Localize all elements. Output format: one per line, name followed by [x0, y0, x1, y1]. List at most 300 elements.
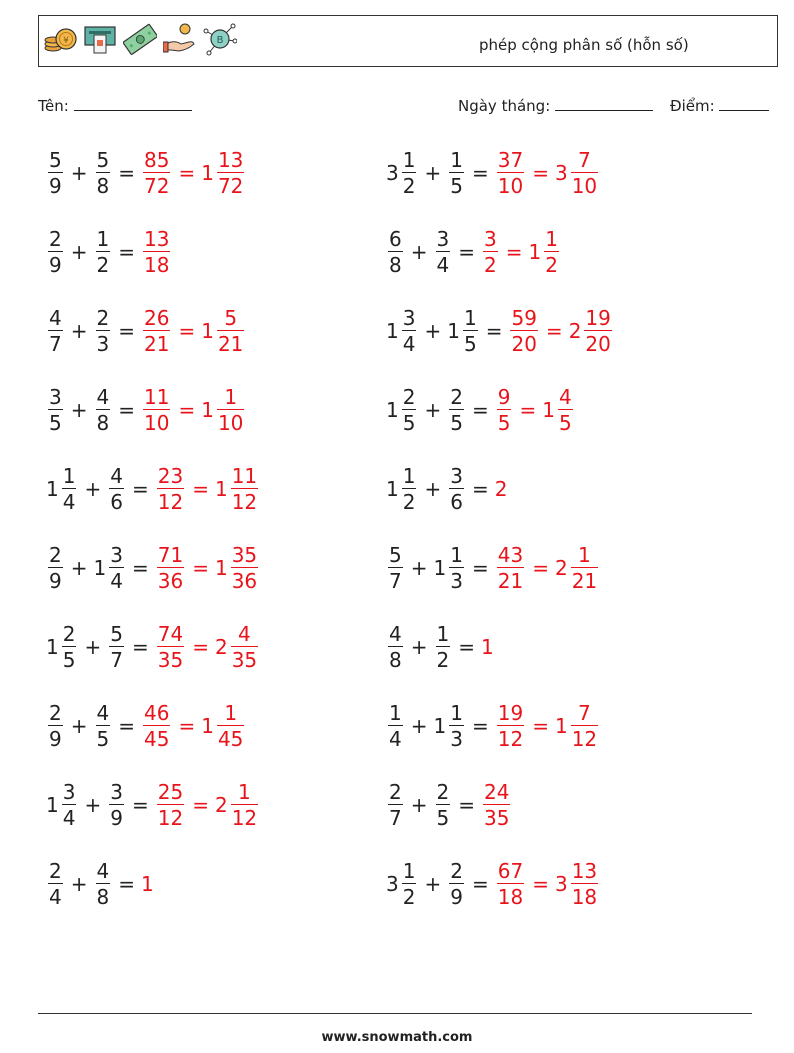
- whole-number: 2: [554, 556, 568, 580]
- equals-sign: =: [505, 240, 523, 264]
- addend-b: [107, 624, 126, 670]
- answer: [141, 872, 155, 896]
- denominator: 9: [49, 569, 62, 593]
- problem-row: [386, 770, 512, 840]
- fraction: [217, 703, 244, 749]
- denominator: 18: [571, 885, 598, 909]
- fraction: [436, 782, 451, 828]
- fraction: [558, 387, 573, 433]
- plus-sign: +: [70, 319, 88, 343]
- answer-value: [555, 545, 600, 591]
- problem-row: [386, 849, 600, 919]
- date-field: [458, 96, 653, 115]
- problem-row: [46, 612, 260, 682]
- addend-b: [94, 229, 113, 275]
- denominator: 9: [49, 174, 62, 198]
- answer: [481, 229, 561, 275]
- whole-number: 2: [214, 793, 228, 817]
- addend-b: [434, 545, 466, 591]
- numerator: 3: [110, 543, 123, 567]
- denominator: 3: [450, 569, 463, 593]
- numerator: 35: [231, 543, 258, 567]
- equals-sign: =: [192, 635, 209, 659]
- plus-sign: +: [410, 635, 428, 659]
- numerator: 3: [49, 385, 62, 409]
- equals-sign: =: [458, 635, 475, 659]
- addend-b: [434, 782, 453, 828]
- plus-sign: +: [70, 398, 88, 422]
- answer: [495, 150, 600, 196]
- numerator: 1: [436, 622, 450, 646]
- equals-sign: =: [118, 161, 135, 185]
- problem-row: [386, 691, 600, 761]
- numerator: 13: [217, 148, 244, 172]
- addend-b: [107, 466, 126, 512]
- footer-divider: [38, 1013, 752, 1014]
- numerator: 4: [96, 859, 110, 883]
- numerator: 2: [62, 622, 76, 646]
- denominator: 45: [217, 727, 244, 751]
- numerator: 23: [157, 464, 184, 488]
- name-label: Tên:: [38, 97, 69, 115]
- fraction: [483, 229, 498, 275]
- denominator: 8: [389, 253, 402, 277]
- plus-sign: +: [424, 398, 442, 422]
- denominator: 8: [96, 174, 110, 198]
- answer: [155, 782, 260, 828]
- addend-a: [386, 703, 405, 749]
- addend-a: [46, 308, 65, 354]
- numerator: 7: [578, 148, 591, 172]
- addend-b: [94, 150, 113, 196]
- whole-number: 1: [201, 161, 214, 185]
- answer-value: [155, 624, 186, 670]
- numerator: 3: [62, 780, 76, 804]
- answer: [495, 477, 509, 501]
- addend-a: [46, 466, 78, 512]
- equals-sign: =: [532, 556, 549, 580]
- score-blank[interactable]: [719, 96, 769, 111]
- denominator: 2: [402, 174, 416, 198]
- answer-value: [155, 782, 186, 828]
- banknote-icon: [123, 22, 157, 56]
- whole-number: 1: [93, 556, 107, 580]
- plus-sign: +: [70, 714, 88, 738]
- answer: [495, 703, 600, 749]
- answer: [481, 782, 512, 828]
- addend-a: [46, 150, 65, 196]
- denominator: 2: [545, 253, 558, 277]
- denominator: 3: [96, 332, 110, 356]
- denominator: 12: [157, 490, 184, 514]
- problem-row: [386, 533, 600, 603]
- footer-url: www.snowmath.com: [321, 1030, 473, 1045]
- numerator: 4: [49, 306, 62, 330]
- plus-sign: +: [424, 161, 442, 185]
- denominator: 21: [497, 569, 524, 593]
- score-field: [670, 96, 769, 115]
- problem-row: [46, 138, 246, 208]
- equals-sign: =: [471, 714, 489, 738]
- answer: [141, 150, 246, 196]
- whole-number: 1: [554, 714, 568, 738]
- denominator: 9: [110, 806, 123, 830]
- fraction: [449, 150, 464, 196]
- denominator: 36: [157, 569, 184, 593]
- date-blank[interactable]: [555, 96, 653, 111]
- problem-row: [46, 375, 246, 445]
- numerator: 3: [484, 227, 497, 251]
- fraction: [449, 861, 464, 907]
- fraction: [497, 545, 524, 591]
- answer-value: [555, 703, 600, 749]
- atm-card-icon: [83, 22, 117, 56]
- plus-sign: +: [70, 556, 88, 580]
- numerator: 4: [558, 385, 572, 409]
- answer: [155, 624, 260, 670]
- equals-sign: =: [178, 714, 196, 738]
- header-icons: [43, 22, 237, 56]
- numerator: 46: [144, 701, 170, 725]
- numerator: 2: [49, 859, 62, 883]
- denominator: 2: [96, 253, 110, 277]
- plus-sign: +: [84, 635, 102, 659]
- equals-sign: =: [178, 398, 196, 422]
- answer-value: [141, 703, 172, 749]
- denominator: 12: [497, 727, 524, 751]
- equals-sign: =: [471, 398, 489, 422]
- fraction: [217, 308, 244, 354]
- denominator: 20: [511, 332, 537, 356]
- answer-value: [495, 545, 526, 591]
- whole-number: 1: [386, 477, 399, 501]
- denominator: 18: [497, 885, 524, 909]
- equals-sign: =: [532, 872, 549, 896]
- addend-a: [386, 229, 405, 275]
- denominator: 36: [231, 569, 258, 593]
- fraction: [449, 545, 464, 591]
- addend-a: [46, 703, 65, 749]
- answer: [141, 308, 246, 354]
- numerator: 1: [402, 859, 416, 883]
- denominator: 21: [571, 569, 598, 593]
- fraction: [231, 624, 258, 670]
- denominator: 12: [231, 806, 258, 830]
- answer-value: [215, 782, 260, 828]
- problem-row: [386, 454, 508, 524]
- denominator: 5: [436, 806, 450, 830]
- answer: [141, 229, 172, 275]
- fraction: [544, 229, 559, 275]
- numerator: 2: [436, 780, 450, 804]
- whole-number: 1: [433, 714, 447, 738]
- equals-sign: =: [131, 477, 149, 501]
- denominator: 5: [62, 648, 76, 672]
- numerator: 67: [497, 859, 524, 883]
- problem-row: [386, 375, 575, 445]
- fraction: [96, 150, 111, 196]
- numerator: 25: [157, 780, 184, 804]
- answer-value: [495, 861, 526, 907]
- denominator: 35: [157, 648, 184, 672]
- denominator: 4: [62, 806, 76, 830]
- denominator: 7: [110, 648, 123, 672]
- numerator: 1: [224, 385, 238, 409]
- whole-number: 1: [46, 477, 59, 501]
- fraction: [217, 387, 244, 433]
- bitcoin-network-icon: [203, 22, 237, 56]
- answer-value: [155, 545, 186, 591]
- whole-number: 3: [386, 161, 399, 185]
- denominator: 12: [571, 727, 598, 751]
- fraction: [571, 545, 598, 591]
- fraction: [96, 387, 111, 433]
- denominator: 5: [450, 174, 463, 198]
- equals-sign: =: [192, 556, 209, 580]
- denominator: 5: [49, 411, 62, 435]
- addend-a: [386, 308, 418, 354]
- answer-value: [495, 703, 526, 749]
- whole-number: 1: [201, 714, 214, 738]
- numerator: 5: [224, 306, 238, 330]
- answer-value: [141, 150, 172, 196]
- answer-value: [481, 635, 495, 659]
- whole-number: 3: [554, 872, 568, 896]
- fraction: [62, 466, 77, 512]
- fraction: [571, 861, 598, 907]
- numerator: 24: [484, 780, 510, 804]
- fraction: [402, 861, 417, 907]
- fraction: [48, 703, 63, 749]
- numerator: 1: [402, 464, 416, 488]
- numerator: 3: [436, 227, 450, 251]
- fraction: [48, 229, 63, 275]
- numerator: 2: [96, 306, 110, 330]
- numerator: 26: [144, 306, 170, 330]
- fraction: [62, 624, 77, 670]
- numerator: 2: [402, 385, 416, 409]
- problem-row: [386, 138, 600, 208]
- numerator: 4: [110, 464, 123, 488]
- numerator: 3: [110, 780, 123, 804]
- numerator: 1: [238, 780, 251, 804]
- numerator: 85: [144, 148, 170, 172]
- fraction: [510, 308, 537, 354]
- denominator: 4: [110, 569, 123, 593]
- answer-value: [495, 150, 526, 196]
- answer: [481, 635, 495, 659]
- addend-a: [386, 782, 405, 828]
- whole-number: 2: [214, 635, 228, 659]
- plus-sign: +: [424, 477, 442, 501]
- whole-number: 1: [141, 872, 154, 896]
- fraction: [157, 624, 184, 670]
- header-box: [38, 15, 778, 67]
- addend-b: [447, 387, 466, 433]
- denominator: 72: [144, 174, 170, 198]
- fraction: [497, 703, 524, 749]
- denominator: 2: [484, 253, 497, 277]
- problem-row: [46, 454, 260, 524]
- denominator: 6: [110, 490, 123, 514]
- fraction: [109, 545, 124, 591]
- problem-row: [386, 296, 614, 366]
- fraction: [449, 387, 464, 433]
- answer-value: [141, 872, 155, 896]
- whole-number: 1: [201, 398, 214, 422]
- denominator: 2: [402, 490, 416, 514]
- numerator: 7: [578, 701, 591, 725]
- denominator: 10: [217, 411, 244, 435]
- answer-value: [481, 229, 500, 275]
- numerator: 9: [497, 385, 511, 409]
- whole-number: 3: [386, 872, 399, 896]
- fraction: [497, 861, 524, 907]
- addend-b: [94, 545, 126, 591]
- answer-value: [529, 229, 561, 275]
- whole-number: 1: [386, 319, 399, 343]
- fraction: [571, 150, 598, 196]
- numerator: 6: [389, 227, 402, 251]
- answer-value: [508, 308, 539, 354]
- fraction: [402, 150, 417, 196]
- numerator: 1: [578, 543, 591, 567]
- answer-value: [141, 308, 172, 354]
- addend-b: [447, 861, 466, 907]
- denominator: 5: [463, 332, 477, 356]
- fraction: [497, 387, 512, 433]
- numerator: 4: [96, 385, 110, 409]
- plus-sign: +: [410, 240, 428, 264]
- whole-number: 1: [214, 556, 228, 580]
- denominator: 18: [144, 253, 170, 277]
- fraction: [109, 782, 124, 828]
- problem-row: [46, 296, 246, 366]
- addend-b: [94, 387, 113, 433]
- plus-sign: +: [70, 240, 88, 264]
- fraction: [48, 387, 63, 433]
- denominator: 5: [450, 411, 463, 435]
- plus-sign: +: [424, 319, 442, 343]
- problem-row: [46, 533, 260, 603]
- denominator: 5: [497, 411, 511, 435]
- denominator: 7: [389, 806, 402, 830]
- answer-value: [215, 466, 260, 512]
- denominator: 5: [558, 411, 572, 435]
- addend-a: [386, 861, 418, 907]
- answer-value: [215, 624, 260, 670]
- answer-value: [141, 387, 172, 433]
- denominator: 8: [96, 411, 110, 435]
- denominator: 12: [157, 806, 184, 830]
- fraction: [436, 624, 451, 670]
- answer-value: [201, 703, 246, 749]
- name-blank[interactable]: [74, 96, 192, 111]
- name-field: [38, 96, 192, 115]
- denominator: 8: [389, 648, 402, 672]
- numerator: 37: [497, 148, 524, 172]
- numerator: 5: [389, 543, 402, 567]
- whole-number: 3: [554, 161, 568, 185]
- problem-row: [386, 217, 561, 287]
- numerator: 1: [545, 227, 558, 251]
- denominator: 9: [450, 885, 463, 909]
- equals-sign: =: [131, 635, 149, 659]
- denominator: 10: [144, 411, 170, 435]
- addend-b: [94, 703, 113, 749]
- equals-sign: =: [519, 398, 537, 422]
- fraction: [388, 782, 403, 828]
- answer-value: [481, 782, 512, 828]
- whole-number: 1: [447, 319, 460, 343]
- numerator: 3: [450, 464, 463, 488]
- fraction: [48, 861, 63, 907]
- equals-sign: =: [458, 793, 475, 817]
- equals-sign: =: [532, 161, 549, 185]
- numerator: 13: [144, 227, 170, 251]
- addend-b: [107, 782, 126, 828]
- fraction: [48, 308, 63, 354]
- numerator: 2: [450, 859, 463, 883]
- addend-a: [386, 150, 418, 196]
- equals-sign: =: [471, 161, 489, 185]
- numerator: 59: [511, 306, 537, 330]
- addend-a: [386, 466, 418, 512]
- numerator: 1: [450, 701, 463, 725]
- plus-sign: +: [70, 161, 88, 185]
- plus-sign: +: [84, 793, 102, 817]
- answer-value: [215, 545, 260, 591]
- numerator: 71: [157, 543, 184, 567]
- whole-number: 1: [542, 398, 555, 422]
- whole-number: 1: [214, 477, 228, 501]
- fraction: [388, 624, 403, 670]
- svg-text:B: B: [216, 35, 224, 46]
- fraction: [388, 229, 403, 275]
- answer: [155, 545, 260, 591]
- answer-value: [542, 387, 574, 433]
- answer-value: [555, 861, 600, 907]
- whole-number: 1: [481, 635, 494, 659]
- fraction: [143, 308, 170, 354]
- denominator: 21: [217, 332, 244, 356]
- addend-b: [434, 229, 453, 275]
- numerator: 2: [389, 780, 402, 804]
- equals-sign: =: [118, 872, 135, 896]
- addend-a: [46, 624, 78, 670]
- equals-sign: =: [471, 556, 489, 580]
- numerator: 1: [62, 464, 76, 488]
- fraction: [231, 782, 258, 828]
- numerator: 11: [231, 464, 258, 488]
- equals-sign: =: [545, 319, 563, 343]
- equals-sign: =: [178, 161, 196, 185]
- fraction: [143, 229, 170, 275]
- denominator: 21: [144, 332, 170, 356]
- fraction: [497, 150, 524, 196]
- fraction: [62, 782, 77, 828]
- fraction: [109, 466, 124, 512]
- problem-row: [386, 612, 495, 682]
- numerator: 1: [402, 148, 416, 172]
- whole-number: 2: [568, 319, 582, 343]
- answer-value: [201, 308, 246, 354]
- numerator: 13: [571, 859, 598, 883]
- denominator: 12: [231, 490, 258, 514]
- addend-b: [94, 861, 113, 907]
- fraction: [96, 861, 111, 907]
- worksheet-title: phép cộng phân số (hỗn số): [479, 36, 689, 54]
